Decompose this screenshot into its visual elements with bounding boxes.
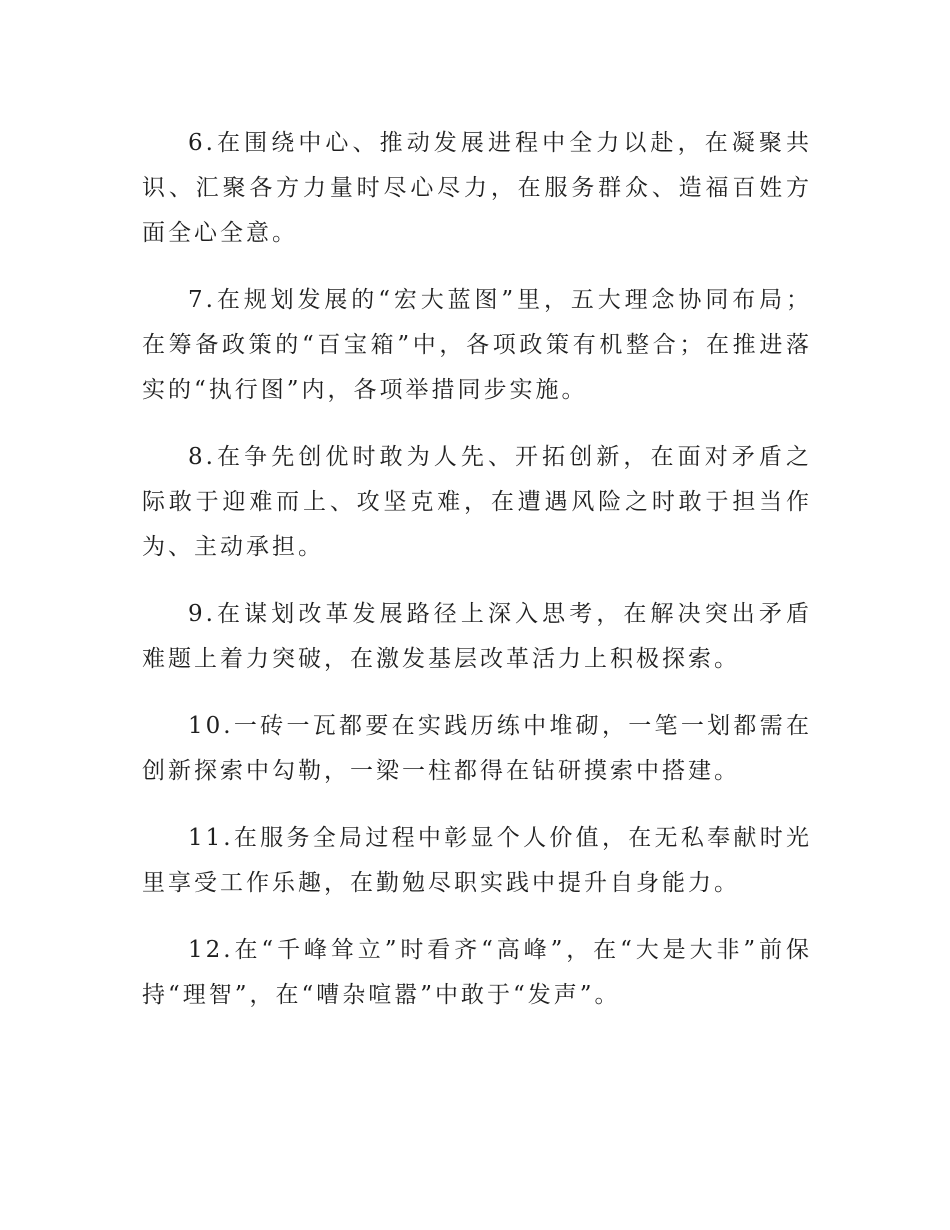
- paragraph-6: 6.在围绕中心、推动发展进程中全力以赴，在凝聚共识、汇聚各方力量时尽心尽力，在服务群众、造福百姓方面全心全意。: [142, 130, 812, 246]
- paragraph-12: 12.在“千峰耸立”时看齐“高峰”，在“大是大非”前保持“理智”，在“嘈杂喧嚣”中敢于“发声”。: [142, 937, 812, 1008]
- document-body: [142, 121, 812, 1040]
- paragraph-7: 7.在规划发展的“宏大蓝图”里，五大理念协同布局；在筹备政策的“百宝箱”中，各项政策有机整合；在推进落实的“执行图”内，各项举措同步实施。: [142, 287, 812, 403]
- paragraph-8: 8.在争先创优时敢为人先、开拓创新，在面对矛盾之际敢于迎难而上、攻坚克难，在遭遇风险之时敢于担当作为、主动承担。: [142, 444, 812, 560]
- paragraph-10: 10.一砖一瓦都要在实践历练中堆砌，一笔一划都需在创新探索中勾勒，一梁一柱都得在钻研摸索中搭建。: [142, 713, 812, 784]
- paragraph-9: 9.在谋划改革发展路径上深入思考，在解决突出矛盾难题上着力突破，在激发基层改革活力上积极探索。: [142, 601, 812, 672]
- paragraph-11: 11.在服务全局过程中彰显个人价值，在无私奉献时光里享受工作乐趣，在勤勉尽职实践中提升自身能力。: [142, 825, 812, 896]
